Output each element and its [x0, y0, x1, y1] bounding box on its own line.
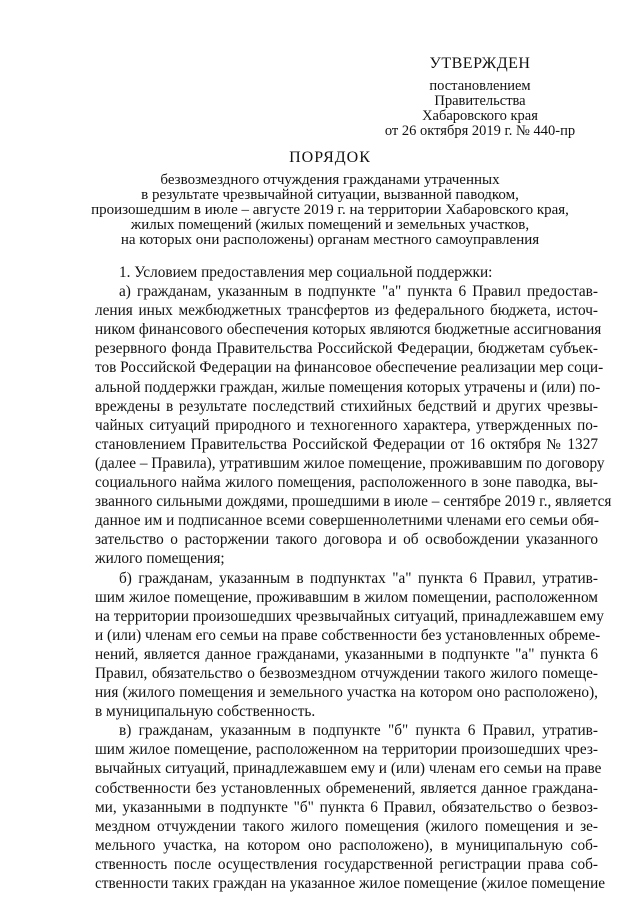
title-main: ПОРЯДОК: [289, 149, 371, 166]
paragraph-line: ния (жилого помещения и земельного участка на котором оно расположено),: [95, 684, 598, 702]
paragraph-line: на территории произошедших чрезвычайных ситуаций, принадлежавшем ему: [95, 607, 604, 625]
paragraph-line: зательство о расторжении такого договора и об освобождении указанного: [95, 531, 598, 549]
paragraph-line: ления иных межбюджетных трансфертов из федерального бюджета, источ-: [95, 302, 598, 320]
approval-line: от 26 октября 2019 г. № 440-пр: [384, 123, 576, 139]
approval-line: Хабаровского края: [422, 108, 538, 124]
paragraph-line: в муниципальную собственность.: [95, 703, 316, 721]
approval-line: Правительства: [434, 93, 526, 109]
paragraph-line: б) гражданам, указанным в подпунктах "а" пункта 6 Правил, утратив-: [119, 569, 598, 587]
paragraph-line: ственность после осуществления государственной регистрации права соб-: [95, 855, 598, 873]
paragraph-line: мельного участка, на котором оно расположено), в муниципальную соб-: [95, 836, 598, 854]
paragraph-line: собственности без установленных обременений, является данное граждана-: [95, 779, 598, 797]
approval-stamp: [330, 56, 630, 139]
paragraph-line: 1. Условием предоставления мер социальной поддержки:: [119, 264, 493, 281]
document-body: [95, 263, 612, 893]
paragraph-line: в) гражданам, указанным в подпункте "б" пункта 6 Правил, утратив-: [119, 722, 598, 740]
paragraph-line: ником финансового обеспечения которых являются бюджетные ассигнования: [95, 321, 602, 339]
paragraph-line: жилого помещения;: [95, 550, 225, 568]
paragraph-line: резервного фонда Правительства Российской Федерации, бюджетам субъек-: [95, 340, 598, 358]
document-title: [60, 150, 600, 248]
paragraph-line: чайных ситуаций природного и техногенного характера, утвержденных по-: [95, 416, 598, 434]
paragraph-line: социального найма жилого помещения, расположенного в зоне паводка, вы-: [95, 474, 598, 492]
paragraph-line: званного сильными дождями, прошедшими в июле – сентябре 2019 г., является: [95, 493, 612, 511]
paragraph-line: (далее – Правила), утратившим жилое помещение, проживавшим по договору: [95, 454, 605, 472]
title-line: безвозмездного отчуждения гражданами утраченных: [160, 172, 500, 188]
paragraph-line: становлением Правительства Российской Федерации от 16 октября № 1327: [95, 435, 598, 453]
paragraph-line: ственности таких граждан на указанное жилое помещение (жилое помещение: [95, 875, 606, 892]
paragraph-line: нений, является данное гражданами, указанными в подпункте "а" пункта 6: [95, 645, 598, 663]
paragraph-line: шим жилое помещение, проживавшим в жилом помещении, расположенном: [95, 588, 598, 606]
title-line: жилых помещений (жилых помещений и земельных участков,: [130, 217, 530, 233]
paragraph-line: Правил, обязательство о безвозмездном отчуждении такого жилого помеще-: [95, 664, 598, 682]
approval-line: постановлением: [429, 78, 531, 94]
paragraph-line: тов Российской Федерации на финансовое обеспечение реализации мер соци-: [95, 359, 604, 377]
title-line: произошедшим в июле – августе 2019 г. на территории Хабаровского края,: [91, 202, 569, 218]
paragraph-line: а) гражданам, указанным в подпункте "а" пункта 6 Правил предостав-: [119, 283, 598, 301]
paragraph-line: и (или) членам его семьи на праве собственности без установленных обреме-: [95, 626, 601, 644]
title-line: в результате чрезвычайной ситуации, вызванной паводком,: [141, 187, 519, 203]
paragraph-line: ми, указанными в подпункте "б" пункта 6 Правил, обязательство о безвоз-: [95, 798, 598, 816]
paragraph-line: мездном отчуждении такого жилого помещения (жилого помещения и зе-: [95, 817, 598, 835]
paragraph-line: вычайных ситуаций, принадлежавшем ему и (или) членам его семьи на праве: [95, 760, 602, 778]
paragraph-line: вреждены в результате последствий стихийных бедствий и других чрезвы-: [95, 397, 598, 415]
paragraph-line: данное им и подписанное всеми совершеннолетними членами его семьи обя-: [95, 512, 599, 530]
paragraph-line: альной поддержки граждан, жилые помещения которых утрачены и (или) по-: [95, 378, 601, 396]
approval-heading: УТВЕРЖДЕН: [429, 55, 531, 72]
title-line: на которых они расположены) органам местного самоуправления: [120, 232, 540, 248]
paragraph-line: шим жилое помещение, расположенном на территории произошедших чрез-: [95, 741, 598, 759]
